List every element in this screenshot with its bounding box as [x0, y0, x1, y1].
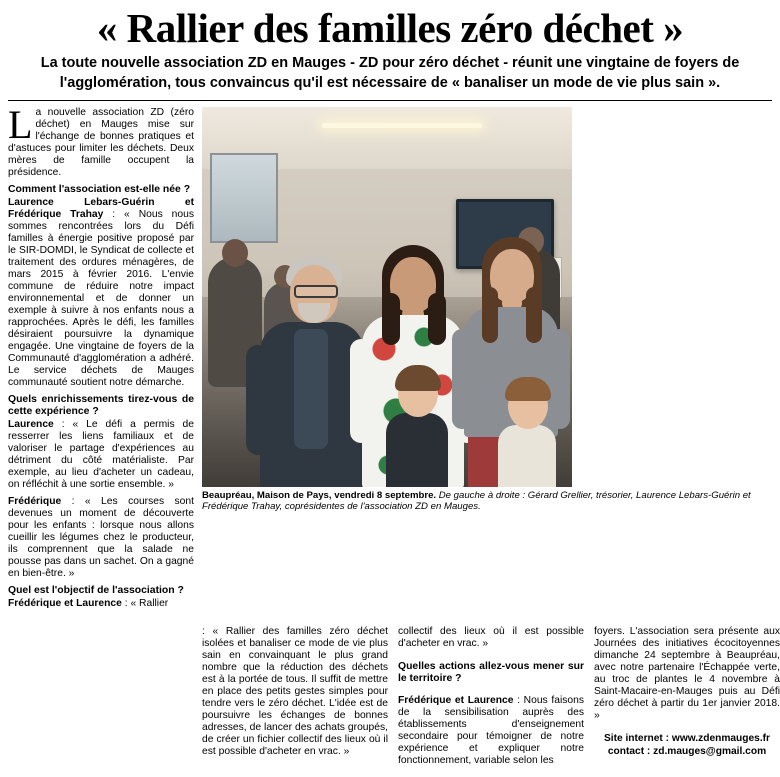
- divider: [8, 100, 772, 101]
- woman-right-hair-left: [482, 287, 498, 343]
- woman-center-hair-left: [382, 293, 400, 345]
- answer-2-text: : « Le défi a permis de resserrer les liens familiaux et de valoriser le partage d'expériences au détriment du côté matérialiste. Par exemple, au lieu d'acheter un cadeau, on réfléchit à une sortie ensemble. »: [8, 419, 194, 490]
- photo-caption: [202, 490, 772, 513]
- answer-1-speaker: Laurence Lebars-Guérin et Frédérique Trahay: [8, 197, 194, 220]
- photo-caption-people: De gauche à droite : Gérard Grellier, trésorier, Laurence Lebars-Guérin et Frédérique Trahay, coprésidentes de l'association ZD en Mauges.: [202, 490, 751, 513]
- answer-5-continued: foyers. L'association sera présente aux Journées des initiatives écocitoyennes dimanche 24 septembre à Beaupréau, avec notre partenaire l'Échappée verte, au troc de plantes le 4 novembre à Saint-Macaire-en-Mauges puis au Défi zéro déchet à partir du 1er janvier 2018. »: [594, 626, 780, 722]
- question-4: Quelles actions allez-vous mener sur le territoire ?: [398, 660, 584, 684]
- answer-3-speaker: Frédérique: [8, 496, 62, 507]
- background-person-1-head: [222, 239, 248, 267]
- answer-5-speaker: Frédérique et Laurence: [398, 694, 514, 706]
- column-4: [594, 616, 780, 777]
- answer-4-lead: : « Rallier: [121, 598, 169, 609]
- answer-2-speaker: Laurence: [8, 419, 54, 430]
- website-url[interactable]: www.zdenmauges.fr: [671, 732, 771, 744]
- child-hair: [505, 377, 551, 401]
- column-2: [202, 616, 388, 777]
- answer-5: [398, 695, 584, 767]
- answer-3: [8, 496, 194, 580]
- bottom-columns: [8, 616, 780, 777]
- contact-email[interactable]: zd.mauges@gmail.com: [653, 745, 767, 757]
- question-2: Quels enrichissements tirez-vous de cette expérience ?: [8, 394, 194, 417]
- article-standfirst: La toute nouvelle association ZD en Mauges - ZD pour zéro déchet - réunit une vingtaine de foyers de l'agglomération, tous convaincus qu'il est nécessaire de « banaliser un mode de vie plus sain ».: [40, 55, 740, 91]
- question-3: Quel est l'objectif de l'association ?: [8, 585, 184, 596]
- question-1: Comment l'association est-elle née ?: [8, 184, 191, 195]
- page-title: « Rallier des familles zéro déchet »: [96, 5, 684, 51]
- answer-1-text: : « Nous nous sommes rencontrées lors du Défi familles à énergie positive proposé par le SIR-DOMDI, le Syndicat de collecte et traitement des ordures ménagères, de mars 2015 à février 2016. L'envie commune de réduire notre impact environnemental et de donner un exemple à suivre à nos enfants nous a rapprochées. Après le défi, les familles désiraient poursuivre la dynamique engagée. Une vingtaine de foyers de la Communauté d'agglomération a adhéré. Le service déchets de Mauges communauté soutient notre démarche.: [8, 209, 194, 388]
- ceiling-light: [322, 123, 482, 128]
- top-block: [8, 102, 772, 610]
- photo-caption-place: Beaupréau, Maison de Pays, vendredi 8 septembre.: [202, 490, 437, 501]
- intro-paragraph: La nouvelle association ZD (zéro déchet) en Mauges mise sur l'échange de bonnes pratiques et d'astuces pour limiter les déchets. Deux mères de famille occupent la présidence.: [8, 102, 194, 178]
- answer-3-text: : « Les courses sont devenues un moment de découverte pour les enfants : lorsque nous allons cueillir les légumes chez le producteur, ils comprennent que la salade ne pousse pas dans un sachet. On a gagné en bien-être. »: [8, 496, 194, 579]
- man-glasses: [294, 285, 338, 298]
- answer-4-speaker-line: [8, 598, 194, 610]
- woman-center-hair-right: [428, 293, 446, 345]
- photo-block: [202, 107, 772, 513]
- toddler-body: [386, 413, 448, 487]
- column-left: [8, 102, 194, 610]
- child-body: [498, 425, 556, 487]
- answer-4-continued: : « Rallier des familles zéro déchet isolées et banaliser ce mode de vie plus sain en convainquant le plus grand nombre que la réduction des déchets est à la portée de tous. Il suffit de mettre en place des petits gestes simples pour tendre vers le zéro déchet. L'idée est de poursuivre les échanges de bonnes adresses, de lancer des achats groupés, de créer un fichier collectif des lieux où il est possible d'acheter en vrac. »: [202, 626, 388, 758]
- article-photo: [202, 107, 572, 487]
- answer-1: [8, 197, 194, 389]
- answer-5-text: : Nous faisons de la sensibilisation auprès des établissements d'enseignement secondaire pour témoigner de notre expérience et expliquer notre fonctionnement, variable selon les: [398, 694, 585, 766]
- website-label: Site internet :: [603, 732, 670, 744]
- man-shirt: [294, 329, 328, 449]
- answer-2: [8, 419, 194, 491]
- column-3: [398, 616, 584, 777]
- window: [210, 153, 278, 243]
- newspaper-article-page: [0, 5, 780, 766]
- answer-4-speaker: Frédérique et Laurence: [8, 598, 122, 609]
- contact-line: [594, 746, 780, 758]
- article-body: [8, 102, 780, 777]
- woman-right-hair-right: [526, 287, 542, 343]
- website-line: [594, 733, 780, 745]
- answer-4-continued-2: collectif des lieux où il est possible d'acheter en vrac. »: [398, 626, 584, 650]
- contact-label: contact :: [607, 745, 651, 757]
